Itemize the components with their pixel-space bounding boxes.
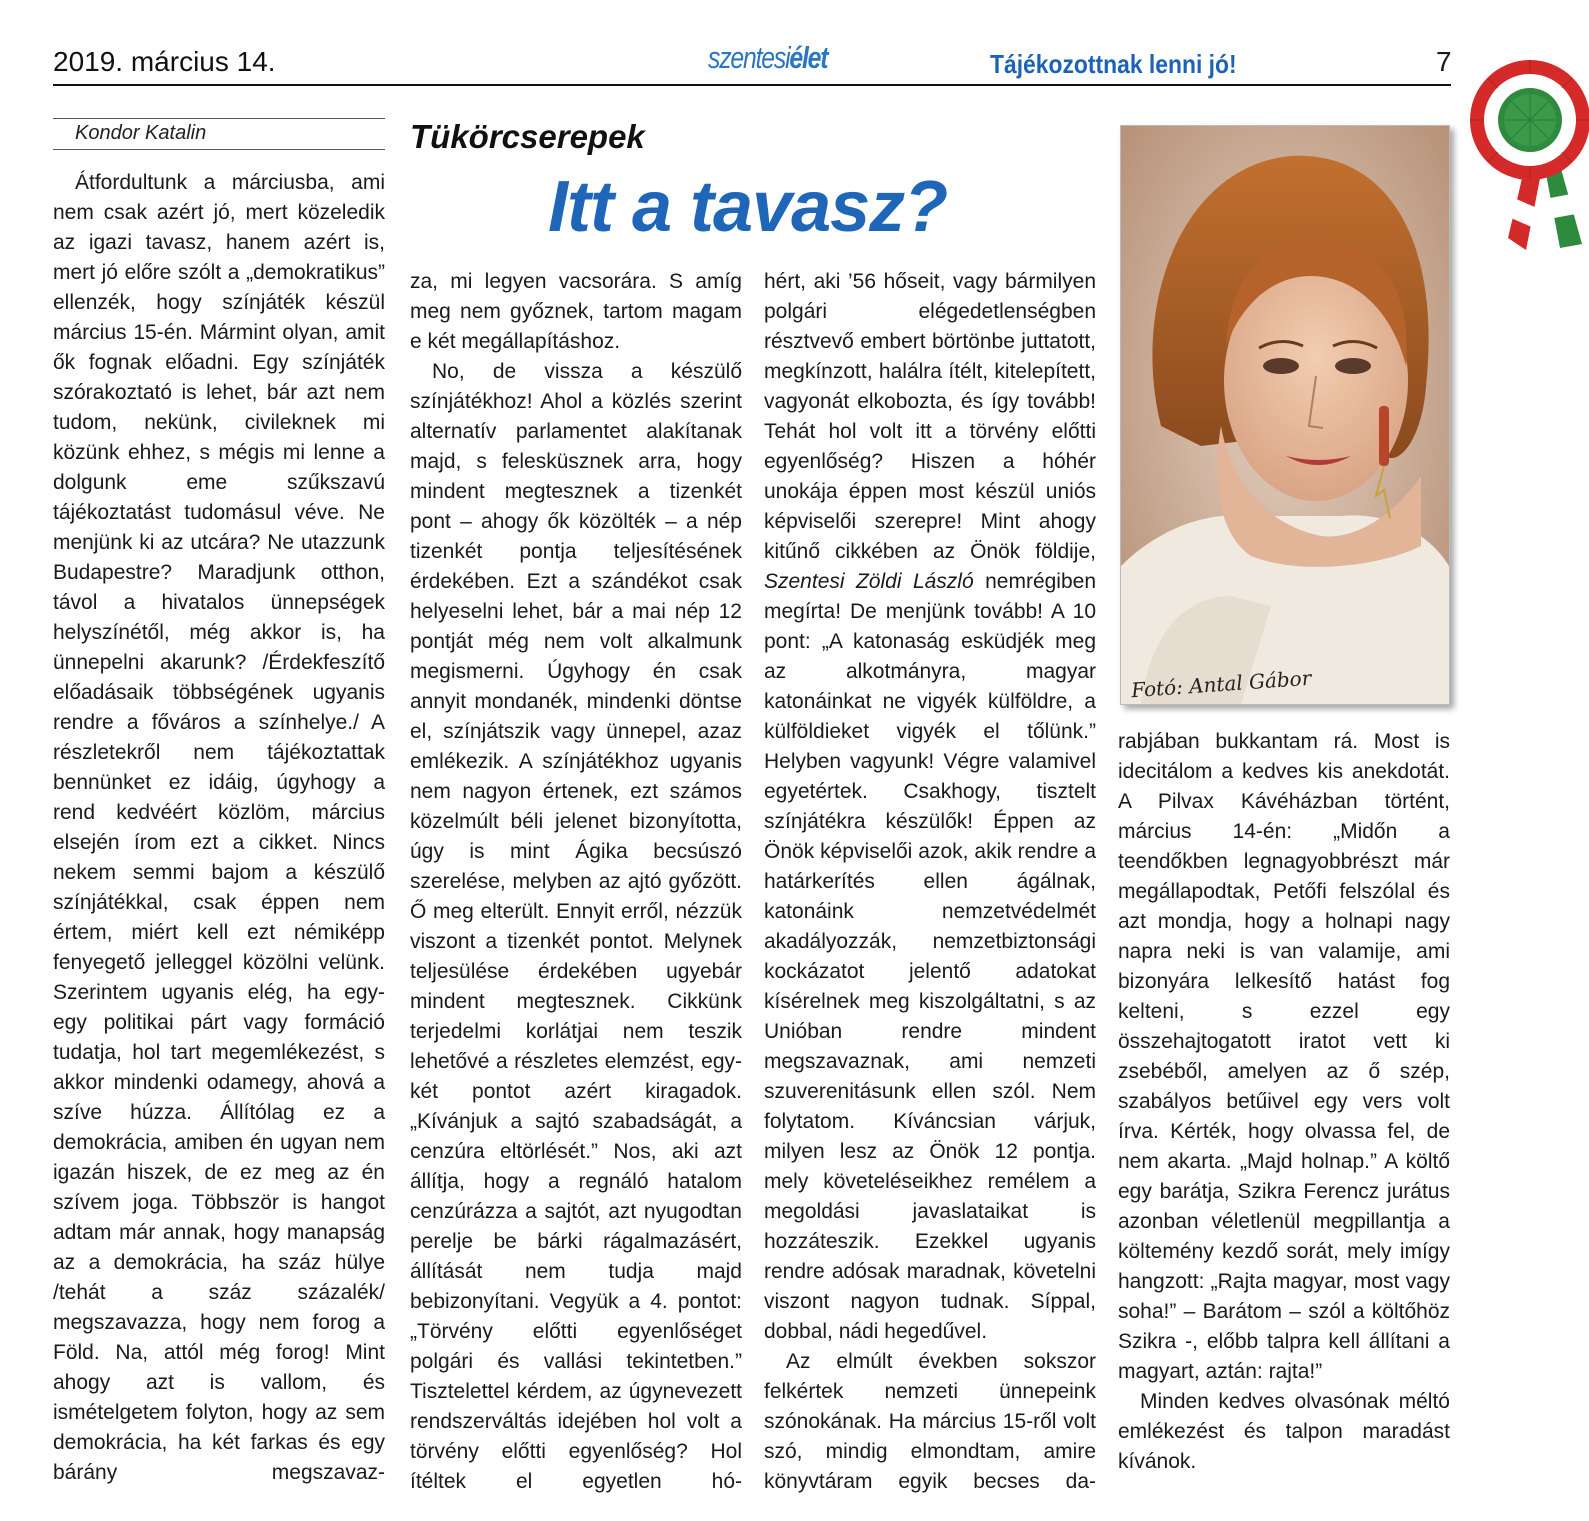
header-rule xyxy=(53,84,1451,86)
paragraph xyxy=(764,267,1096,1347)
issue-date: 2019. március 14. xyxy=(53,46,276,77)
photo-credit: Fotó: Antal Gábor xyxy=(1130,665,1312,703)
text-run: hért, aki ’56 hőseit, vagy bármilyen polgári elégedetlenségben résztvevő embert börtönbe juttatott, megkínzott, halálra ítélt, kitelepített, vagyonát elkobozta, és így tovább! Tehát hol volt itt a törvény előtti egyenlőség? Hiszen a hóhér unokája éppen most készül uniós képviselői szerepre! Mint ahogy kitűnő cikkében az Önök földije, xyxy=(764,270,1096,563)
article-column-1 xyxy=(53,168,385,1488)
article-column-2 xyxy=(410,267,742,1497)
cited-author-name: Szentesi Zöldi László xyxy=(764,570,974,593)
paragraph: Átfordultunk a márciusba, ami nem csak azért jó, mert közeledik az igazi tavasz, hanem azért is, mert jó előre szólt a „demokratikus” ellenzék, hogy színjáték készül március 15-én. Mármint olyan, amit ők fognak előadni. Egy színjáték szórakoztató is lehet, bár azt nem tudom, nekünk, civileknek mi közünk ehhez, s mégis mi lenne a dolgunk eme szűkszavú tájékoztatást tudomásul véve. Ne menjünk ki az utcára? Ne utazzunk Budapestre? Maradjunk otthon, távol a hivatalos ünnepségek helyszínétől, még akkor is, ha ünnepelni akarunk? /Érdekfeszítő előadásaik többségének ugyanis rendre a főváros a színhelye./ A részletekről nem tájékoztattak bennünket ez idáig, úgyhogy a rend kedvéért közlöm, március elsején írom ezt a cikket. Nincs nekem semmi bajom a készülő színjátékkal, csak éppen nem értem, miért kell ezt némiképp fenyegető jelleggel közölni velünk. Szerintem ugyanis elég, ha egy-egy politikai párt vagy formáció tudatja, hol tart megemlékezést, s akkor mindenki odamegy, ahová a szíve húzza. Állítólag ez a demokrácia, amiben én ugyan nem igazán hiszek, de ez meg az én szívem joga. Többször is hangot adtam már annak, hogy manapság az a demokrácia, ha száz hülye /tehát a száz százalék/ megszavazza, hogy nem forog a Föld. Na, attól még forog! Mint ahogy azt is vallom, és ismételgetem folyton, hogy az sem demokrácia, ha két farkas és egy bárány megszavaz- xyxy=(53,171,385,1484)
text-run: nemrégiben megírta! De menjünk tovább! A 10 pont: „A katonaság esküdjék meg az alkotmányra, magyar katonáinkat ne vigyék külföldre, a külföldieket vigyék el tőlünk.” Helyben vagyunk! Végre valamivel egyetértek. Csakhogy, tisztelt színjátékra készülők! Éppen az Önök képviselői azok, akik rendre a határkerítés ellen ágálnak, katonáink nemzetvédelmét akadályozzák, nemzetbiztonsági kockázatot jelentő adatokat kísérelnek meg kiszolgáltatni, s az Unióban rendre mindent megszavaznak, ami nemzeti szuverenitásunk ellen szól. Nem folytatom. Kíváncsian várjuk, milyen lesz az Önök 12 pontja. mely követeléseikhez remélem a megoldási javaslataikat is hozzáteszik. Ezekkel ugyanis rendre adósak maradnak, követelni viszont nagyon tudnak. Síppal, dobbal, nádi hegedűvel. xyxy=(764,570,1097,1343)
article-column-3 xyxy=(764,267,1096,1497)
paragraph: rabjában bukkantam rá. Most is idecitálom a kedves kis anekdotát. A Pilvax Kávéházban történt, március 14-én: „Midőn a teendőkben legnagyobbrészt már megállapodtak, Petőfi felszólal és azt mondja, hogy a holnapi nagy napra neki is van valamije, ami bizonyára lelkesítő hatást fog kelteni, s ezzel egy összehajtogatott iratot vett ki zsebéből, amelyen az ő szép, szabályos betűivel egy vers volt írva. Kérték, hogy olvassa fel, de nem akarta. „Majd holnap.” A költő egy barátja, Szikra Ferencz jurátus azonban véletlenül megpillantja a költemény kezdő sorát, mely imígy hangzott: „Rajta magyar, most vagy soha!” – Barátom – szól a költőhöz Szikra -, előbb talpra kell állítani a magyart, aztán: rajta!” xyxy=(1118,730,1450,1383)
column-kicker: Tükörcserepek xyxy=(410,118,645,155)
logo-part-2: élet xyxy=(789,40,828,75)
paragraph: No, de vissza a készülő színjátékhoz! Ahol a közlés szerint alternatív parlamentet alakítanak majd, s felesküsznek arra, hogy mindent megtesznek a tizenkét pont – ahogy ők közölték – a nép tizenkét pontja teljesítésének érdekében. Ezt a szándékot csak helyeselni lehet, bár a mai nép 12 pontját még nem volt alkalmunk megismerni. Úgyhogy én csak annyit mondanék, mindenki döntse el, színjátszik vagy ünnepel, azaz emlékezik. A színjátékhoz ugyanis nem nagyon értenek, ezt számos közelmúlt béli jelenet bizonyította, úgy is mint Ágika becsúszó szerelése, melyben az ajtó győzött. Ő meg elterült. Ennyit erről, nézzük viszont a tizenkét pontot. Melynek teljesülése érdekében ugyebár mindent megtesznek. Cikkünk terjedelmi korlátjai nem teszik lehetővé a részletes elemzést, egy-két pontot azért kiragadok. „Kívánjuk a sajtó szabadságát, a cenzúra eltörlését.” Nos, aki azt állítja, hogy a regnáló hatalom cenzúrázza a sajtót, azt nyugodtan perelje be bárki rágalmazásért, állítását nem tudja majd bebizonyítani. Vegyük a 4. pontot: „Törvény előtti egyenlőséget polgári és vallási tekintetben.” Tisztelettel kérdem, az úgynevezett rendszerváltás idejében hol volt a törvény előtti egyenlőség? Hol ítéltek el egyetlen hó- xyxy=(410,360,742,1493)
hungarian-cockade-icon xyxy=(1450,58,1589,258)
paragraph: Az elmúlt években sokszor felkértek nemzeti ünnepeink szónokának. Ha március 15-ről volt szó, mindig elmondtam, amire könyvtáram egyik becses da- xyxy=(764,1350,1096,1493)
logo-part-1: szentesi xyxy=(708,40,790,75)
masthead-slogan: Tájékozottnak lenni jó! xyxy=(990,49,1237,79)
masthead-logo[interactable] xyxy=(708,40,827,76)
article-column-4 xyxy=(1118,727,1450,1477)
paragraph: za, mi legyen vacsorára. S amíg meg nem győznek, tartom magam e két megállapításhoz. xyxy=(410,270,742,353)
article-headline: Itt a tavasz? xyxy=(548,167,948,247)
author-byline-box xyxy=(53,118,385,150)
author-name: Kondor Katalin xyxy=(75,122,207,144)
page-number: 7 xyxy=(1436,46,1452,77)
paragraph: Minden kedves olvasónak méltó emlékezést és talpon maradást kívánok. xyxy=(1118,1390,1450,1473)
author-portrait-photo xyxy=(1120,125,1450,705)
